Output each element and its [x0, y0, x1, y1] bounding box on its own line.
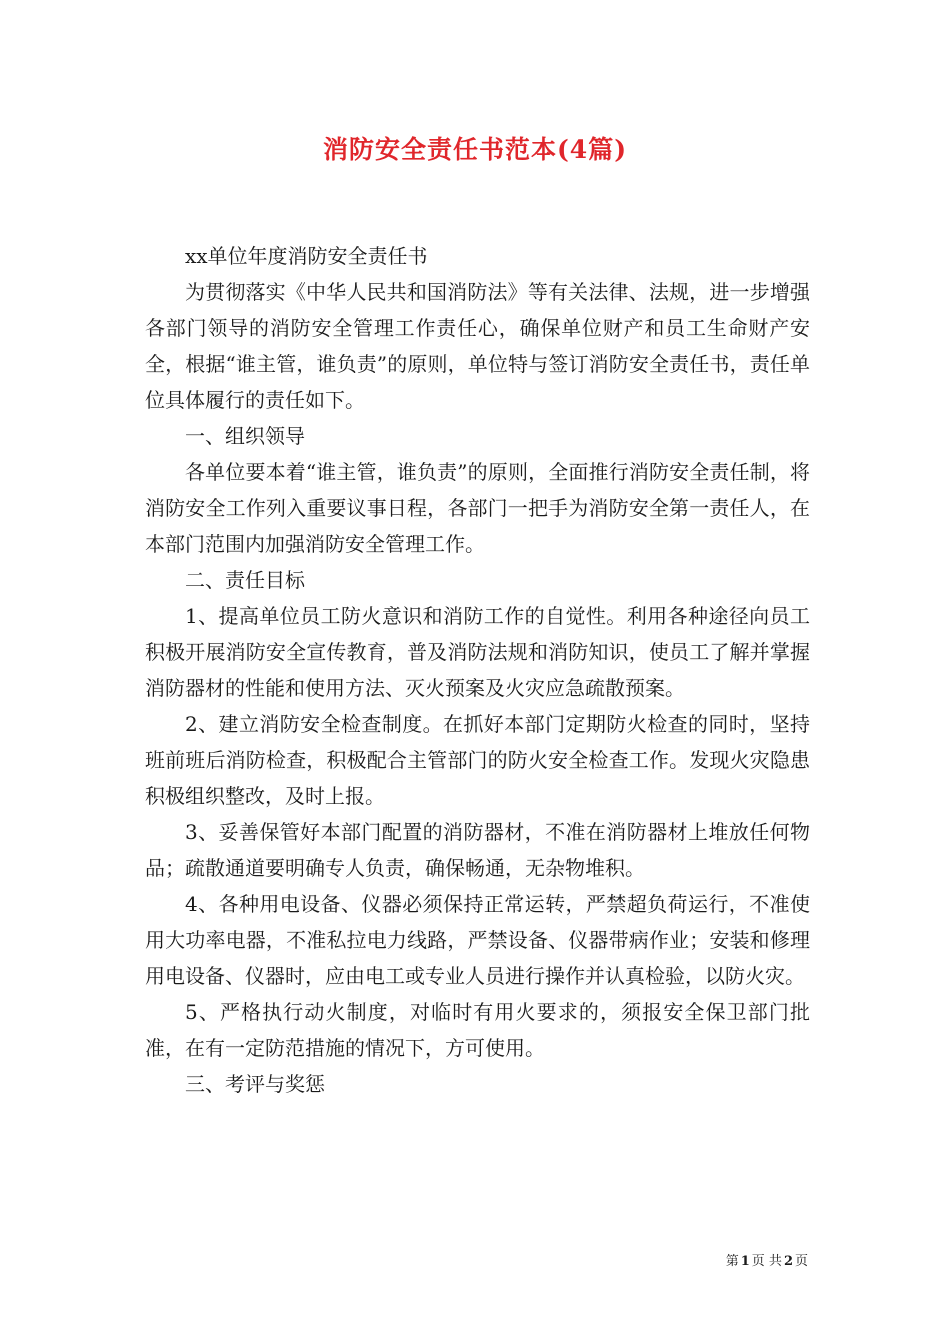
goal-item-1: 1、提高单位员工防火意识和消防工作的自觉性。利用各种途径向员工积极开展消防安全宣传教育，普及消防法规和消防知识，使员工了解并掌握消防器材的性能和使用方法、灭火预案及火灾应急疏散预案。 [145, 604, 810, 700]
goal-item-4: 4、各种用电设备、仪器必须保持正常运转，严禁超负荷运行，不准使用大功率电器，不准私拉电力线路，严禁设备、仪器带病作业；安装和修理用电设备、仪器时，应由电工或专业人员进行操作并认真检验，以防火灾。 [145, 892, 810, 988]
footer-prefix: 第 [725, 1254, 739, 1269]
section-heading-evaluation: 三、考评与奖惩 [185, 1072, 325, 1096]
goal-item-5: 5、严格执行动火制度，对临时有用火要求的，须报安全保卫部门批准，在有一定防范措施的情况下，方可使用。 [145, 1000, 810, 1060]
section-heading-goals: 二、责任目标 [185, 568, 305, 592]
goal-item-3: 3、妥善保管好本部门配置的消防器材，不准在消防器材上堆放任何物品；疏散通道要明确专人负责，确保畅通，无杂物堆积。 [145, 820, 810, 880]
total-page-number: 2 [783, 1254, 793, 1269]
intro-paragraph: 为贯彻落实《中华人民共和国消防法》等有关法律、法规，进一步增强各部门领导的消防安全管理工作责任心，确保单位财产和员工生命财产安全，根据“谁主管，谁负责”的原则，单位特与签订消防安全责任书，责任单位具体履行的责任如下。 [145, 280, 810, 412]
footer-middle: 页 共 [751, 1254, 782, 1269]
section-heading-organization: 一、组织领导 [185, 424, 305, 448]
unit-heading: xx单位年度消防安全责任书 [185, 244, 428, 268]
footer-suffix: 页 [794, 1254, 808, 1269]
page-footer [726, 1250, 808, 1269]
goal-item-2: 2、建立消防安全检查制度。在抓好本部门定期防火检查的同时，坚持班前班后消防检查，积极配合主管部门的防火安全检查工作。发现火灾隐患积极组织整改，及时上报。 [145, 712, 810, 808]
organization-paragraph: 各单位要本着“谁主管，谁负责”的原则，全面推行消防安全责任制，将消防安全工作列入重要议事日程，各部门一把手为消防安全第一责任人，在本部门范围内加强消防安全管理工作。 [145, 460, 810, 556]
document-body [145, 238, 810, 1102]
current-page-number: 1 [740, 1254, 750, 1269]
document-title: 消防安全责任书范本(4篇) [322, 135, 628, 164]
